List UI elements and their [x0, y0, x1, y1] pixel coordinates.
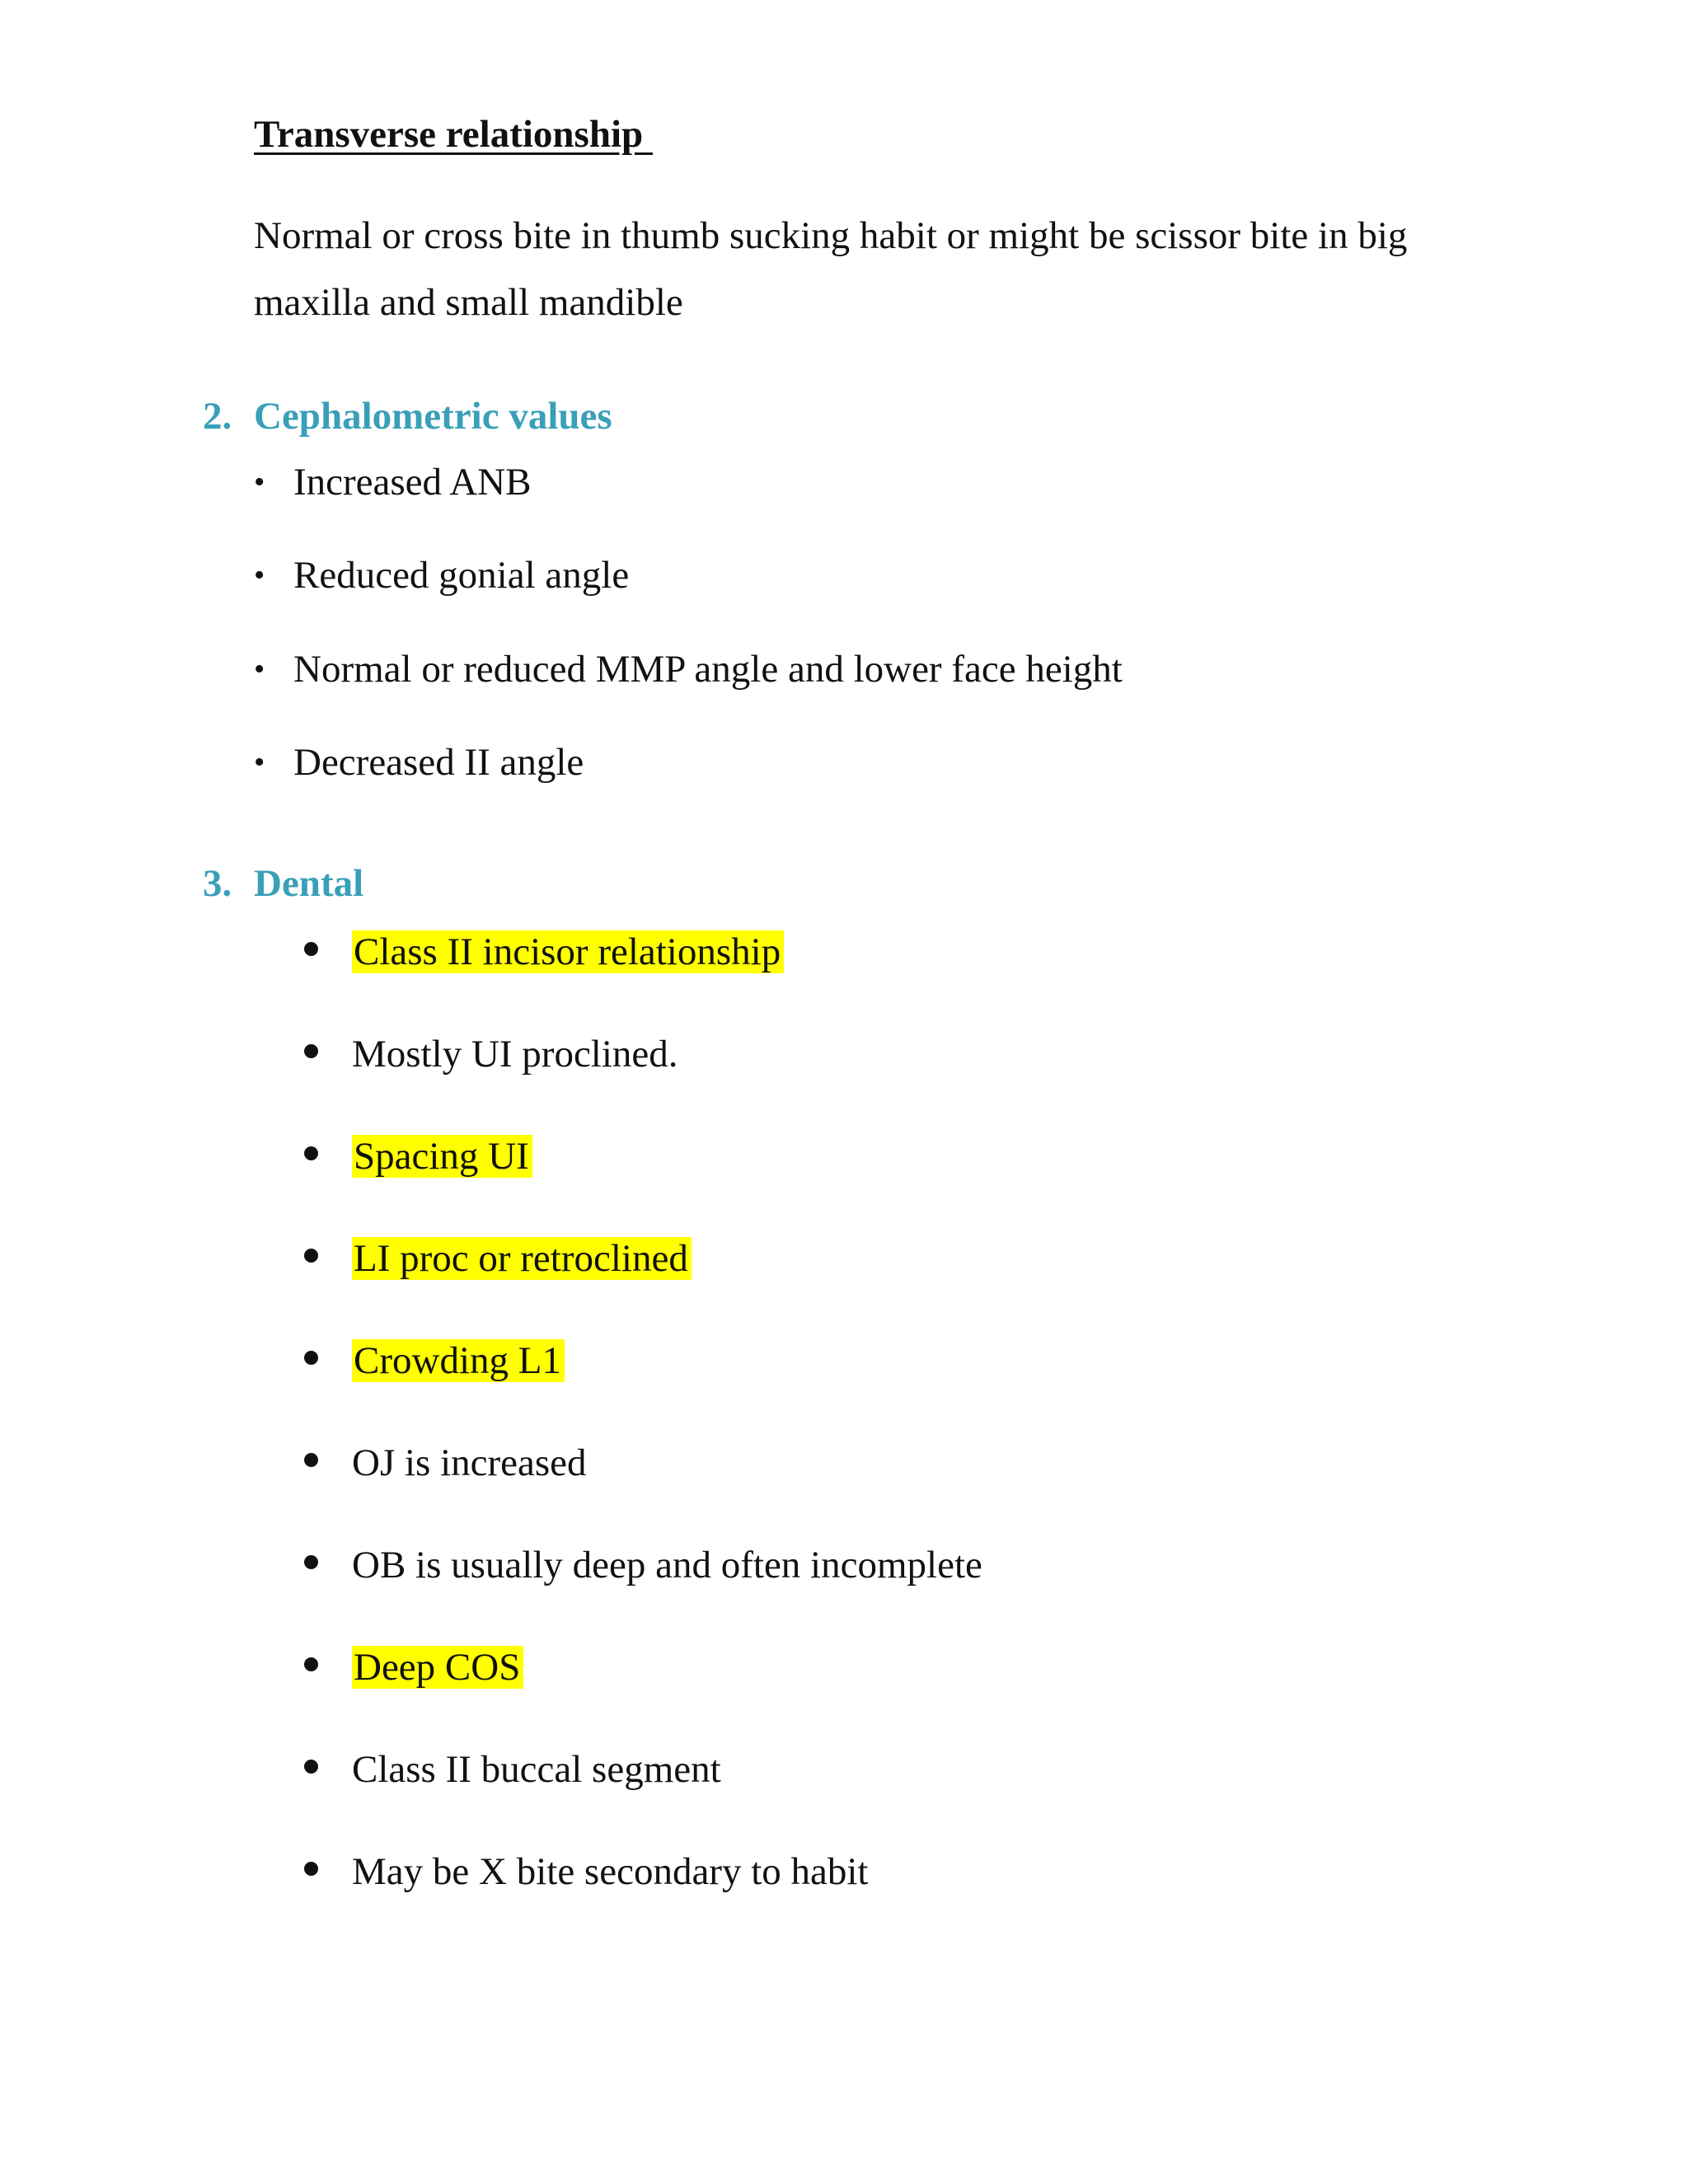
list-item-text: Reduced gonial angle — [293, 554, 630, 597]
bullet-icon — [301, 1441, 352, 1485]
heading-number: 3. — [203, 862, 232, 905]
list-item — [301, 1134, 532, 1179]
bullet-icon: • — [254, 465, 265, 499]
list-item — [301, 1338, 565, 1383]
bullet-icon — [301, 930, 352, 974]
list-item — [301, 1543, 982, 1587]
bullet-icon: • — [254, 745, 265, 780]
list-item — [301, 930, 784, 974]
list-item — [254, 553, 629, 598]
bullet-icon — [301, 1134, 352, 1179]
list-item — [301, 1747, 721, 1792]
list-item-text: Increased ANB — [293, 461, 532, 504]
bullet-icon — [301, 1032, 352, 1076]
list-item — [301, 1645, 523, 1690]
section-title-transverse: Transverse relationship — [254, 113, 653, 156]
list-item — [301, 1849, 869, 1894]
list-item-text: OB is usually deep and often incomplete — [352, 1544, 982, 1586]
highlighted-text: Crowding L1 — [352, 1339, 565, 1382]
list-item — [301, 1032, 678, 1076]
heading-number: 2. — [203, 395, 232, 438]
heading-dental — [203, 861, 363, 906]
list-item — [254, 460, 531, 504]
list-item — [301, 1441, 587, 1485]
list-item-text: Decreased II angle — [293, 741, 584, 784]
bullet-icon — [301, 1338, 352, 1383]
list-item-text: Mostly UI proclined. — [352, 1033, 678, 1076]
bullet-icon: • — [254, 652, 265, 687]
bullet-icon — [301, 1645, 352, 1690]
list-item-text: Normal or reduced MMP angle and lower face height — [293, 648, 1123, 691]
transverse-paragraph: Normal or cross bite in thumb sucking habit or might be scissor bite in big maxilla and small mandible — [254, 214, 1408, 324]
list-item — [254, 647, 1123, 691]
list-item-text: May be X bite secondary to habit — [352, 1850, 869, 1893]
list-item — [301, 1236, 692, 1281]
bullet-icon — [301, 1849, 352, 1894]
highlighted-text: LI proc or retroclined — [352, 1237, 692, 1280]
bullet-icon: • — [254, 558, 265, 593]
heading-text: Cephalometric values — [254, 395, 612, 438]
bullet-icon — [301, 1747, 352, 1792]
highlighted-text: Spacing UI — [352, 1135, 532, 1178]
highlighted-text: Deep COS — [352, 1646, 523, 1689]
heading-cephalometric — [203, 394, 612, 438]
heading-text: Dental — [254, 862, 364, 905]
list-item-text: OJ is increased — [352, 1441, 587, 1484]
bullet-icon — [301, 1236, 352, 1281]
list-item-text: Class II buccal segment — [352, 1748, 721, 1791]
list-item — [254, 740, 584, 785]
highlighted-text: Class II incisor relationship — [352, 930, 784, 973]
bullet-icon — [301, 1543, 352, 1587]
